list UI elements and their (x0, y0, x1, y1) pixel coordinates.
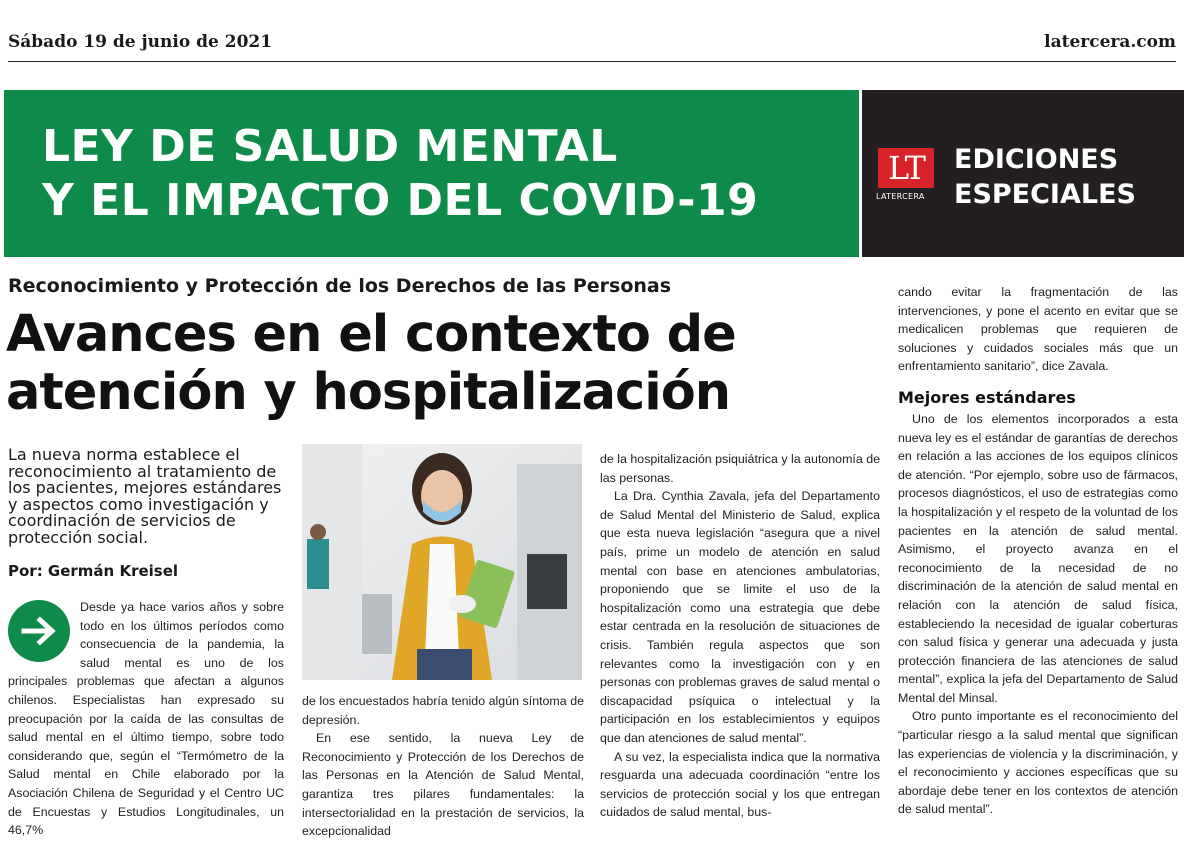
banner-title (42, 120, 758, 228)
banner-title-line1: LEY DE SALUD MENTAL (42, 121, 618, 172)
headline-line2: atención y hospitalización (6, 363, 731, 422)
col2-paragraph-2: En ese sentido, la nueva Ley de Reconocimiento y Protección de los Derechos de las Personas en la Atención de Salud Mental, garantiza tres pilares fundamentales: la intersectorialidad en la prestación de servicios, la excepcionalidad (302, 731, 584, 839)
headline-line1: Avances en el contexto de (6, 305, 736, 364)
column-3 (600, 450, 880, 822)
woman-with-mask-photo (302, 444, 582, 680)
col2-paragraph-1: de los encuestados habría tenido algún síntoma de depresión. (302, 694, 584, 727)
lt-logo-sub: LATERCERA (876, 192, 925, 201)
article-headline (6, 306, 736, 422)
col3-paragraph-3: A su vez, la especialista indica que la normativa resguarda una adecuada coordinación “entre los servicios de protección social y los que entregan cuidados de salud mental, bus- (600, 749, 880, 820)
col1-paragraph: Desde ya hace varios años y sobre todo en los últimos períodos como consecuencia de la pandemia, la salud mental es uno de los principales problemas que afectan a algunos chilenos. Especialistas han expresado su preocupación por la caída de las consultas de salud mental en el último tiempo, sobre todo considerando que, según el “Termómetro de la Salud mental en Chile elaborado por la Asociación Chilena de Seguridad y el Centro UC de Encuestas y Estudios Longitudinales, un 46,7% (8, 600, 284, 838)
column-2 (302, 692, 584, 841)
issue-date: Sábado 19 de junio de 2021 (8, 32, 273, 52)
arrow-right-icon (8, 600, 70, 662)
lt-logo-icon: LT (878, 148, 934, 188)
column-4 (898, 283, 1178, 819)
col3-paragraph-2: La Dra. Cynthia Zavala, jefa del Departamento de Salud Mental del Ministerio de Salud, explica que esta nueva legislación “asegura que a nivel país, prime un modelo de atención en salud mental con base en atenciones ambulatorias, proponiendo que se limite el uso de la hospitalización como una estrategia que debe estar centrada en la resolución de situaciones de crisis. También regula aspectos que son relevantes como la investigación con y en personas con problemas graves de salud mental o discapacidad psíquica o intelectual y la participación en los establecimientos y equipos que dan atenciones de salud mental”. (600, 489, 880, 745)
column-1 (8, 598, 284, 840)
page-header (8, 28, 1176, 62)
brand-title (954, 142, 1136, 212)
col3-paragraph-1: de la hospitalización psiquiátrica y la autonomía de las personas. (600, 452, 880, 485)
brand-title-line2: ESPECIALES (954, 179, 1136, 210)
col4-paragraph-1: cando evitar la fragmentación de las intervenciones, y pone el acento en evitar que se medicalicen problemas que requieren de soluciones y cuidados sociales más que un enfrentamiento sanitario”, dice Zavala. (898, 285, 1178, 374)
banner-title-line2: Y EL IMPACTO DEL COVID-19 (42, 175, 759, 226)
col4-paragraph-3: Otro punto importante es el reconocimiento del “particular riesgo a la salud mental que significan las experiencias de violencia y la discriminación, y el reconocimiento y acciones específicas que su abordaje debe tener en los contextos de atención de salud mental”. (898, 709, 1178, 817)
arrow-badge (8, 598, 80, 666)
article-lead: La nueva norma establece el reconocimiento al tratamiento de los pacientes, mejores estándares y aspectos como investigación y coordinación de servicios de protección social. (8, 445, 282, 547)
brand-box (862, 90, 1184, 257)
section-banner (4, 90, 859, 257)
article-kicker: Reconocimiento y Protección de los Derechos de las Personas (8, 275, 672, 297)
article-byline: Por: Germán Kreisel (8, 562, 179, 580)
site-link[interactable]: latercera.com (1044, 32, 1176, 52)
subheading: Mejores estándares (898, 387, 1076, 407)
col4-paragraph-2: Uno de los elementos incorporados a esta nueva ley es el estándar de garantías de derechos en relación a las acciones de los equipos clínicos de atención. “Por ejemplo, sobre uso de fármacos, procesos diagnósticos, el uso de estrategias como la hospitalización y el respeto de la voluntad de los pacientes en la atención de salud mental. Asimismo, el proyecto avanza en el reconocimiento de la necesidad de no discriminación de la atención de salud mental en relación con la atención de salud física, estableciendo la necesidad de igualar coberturas con salud física y generar una adecuada y justa protección financiera de las atenciones de salud mental”, explica la jefa del Departamento de Salud Mental del Minsal. (898, 411, 1178, 705)
brand-title-line1: EDICIONES (954, 144, 1119, 175)
